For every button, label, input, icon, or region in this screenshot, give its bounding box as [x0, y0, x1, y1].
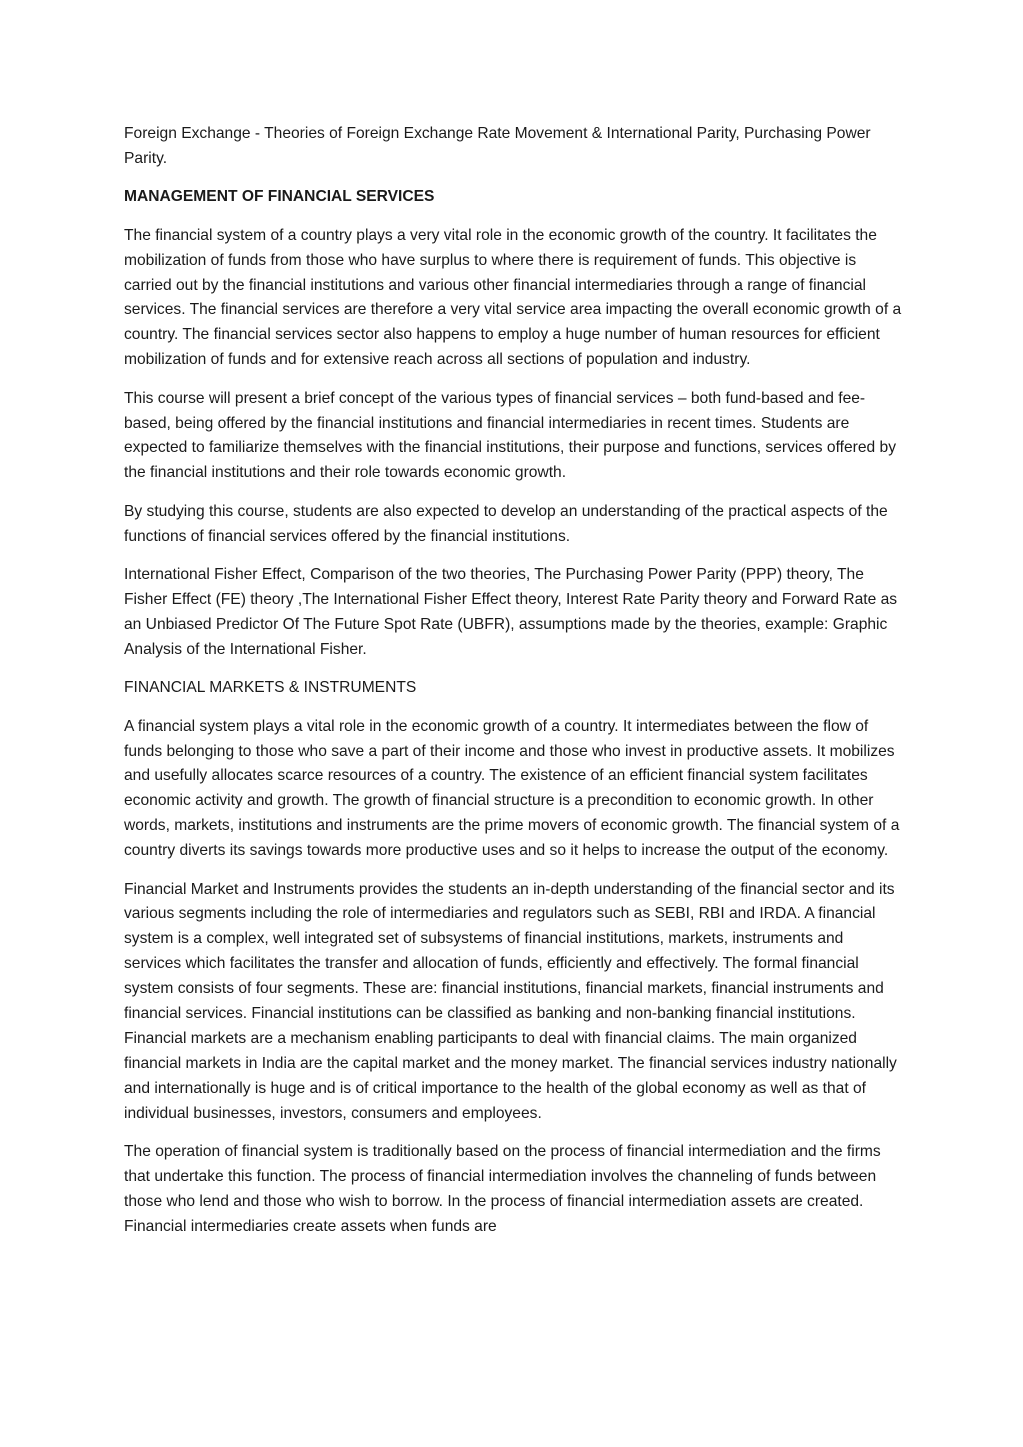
body-paragraph: International Fisher Effect, Comparison of the two theories, The Purchasing Power Parity (PPP) theory, The Fisher Effect (FE) theory ,The International Fisher Effect theory, Interest Rate Parity theory and Forward Rate as an Unbiased Predictor Of The Future Spot Rate (UBFR), assumptions made by the theories, example: Graphic Analysis of the International Fisher. [124, 566, 898, 658]
document-page [124, 122, 904, 1253]
body-paragraph: The financial system of a country plays a very vital role in the economic growth of the country. It facilitates the mobilization of funds from those who have surplus to where there is requirement of funds. This objective is carried out by the financial institutions and various other financial intermediaries through a range of financial services. The financial services are therefore a very vital service area impacting the overall economic growth of a country. The financial services sector also happens to employ a huge number of human resources for efficient mobilization of funds and for extensive reach across all sections of population and industry. [124, 226, 902, 369]
body-paragraph: A financial system plays a vital role in the economic growth of a country. It intermediates between the flow of funds belonging to those who save a part of their income and those who invest in productive assets. It mobilizes and usefully allocates scarce resources of a country. The existence of an efficient financial system facilitates economic activity and growth. The growth of financial structure is a precondition to economic growth. In other words, markets, institutions and instruments are the prime movers of economic growth. The financial system of a country diverts its savings towards more productive uses and so it helps to increase the output of the economy. [124, 717, 900, 860]
section-heading-management: MANAGEMENT OF FINANCIAL SERVICES [124, 188, 435, 206]
body-paragraph: The operation of financial system is traditionally based on the process of financial intermediation and the firms that undertake this function. The process of financial intermediation involves the channeling of funds between those who lend and those who wish to borrow. In the process of financial intermediation assets are created. Financial intermediaries create assets when funds are [124, 1143, 881, 1235]
section-heading-markets: FINANCIAL MARKETS & INSTRUMENTS [124, 679, 417, 697]
body-paragraph: By studying this course, students are also expected to develop an understanding of the practical aspects of the functions of financial services offered by the financial institutions. [124, 502, 888, 545]
intro-paragraph: Foreign Exchange - Theories of Foreign Exchange Rate Movement & International Parity, Purchasing Power Parity. [124, 125, 871, 167]
body-paragraph: Financial Market and Instruments provides the students an in-depth understanding of the financial sector and its various segments including the role of intermediaries and regulators such as SEBI, RBI and IRDA. A financial system is a complex, well integrated set of subsystems of financial institutions, markets, instruments and services which facilitates the transfer and allocation of funds, efficiently and effectively. The formal financial system consists of four segments. These are: financial institutions, financial markets, financial instruments and financial services. Financial institutions can be classified as banking and non-banking financial institutions. Financial markets are a mechanism enabling participants to deal with financial claims. The main organized financial markets in India are the capital market and the money market. The financial services industry nationally and internationally is huge and is of critical importance to the health of the global economy as well as that of individual businesses, investors, consumers and employees. [124, 880, 897, 1122]
body-paragraph: This course will present a brief concept of the various types of financial services – both fund-based and fee-based, being offered by the financial institutions and financial intermediaries in recent times. Students are expected to familiarize themselves with the financial institutions, their purpose and functions, services offered by the financial institutions and their role towards economic growth. [124, 389, 897, 482]
